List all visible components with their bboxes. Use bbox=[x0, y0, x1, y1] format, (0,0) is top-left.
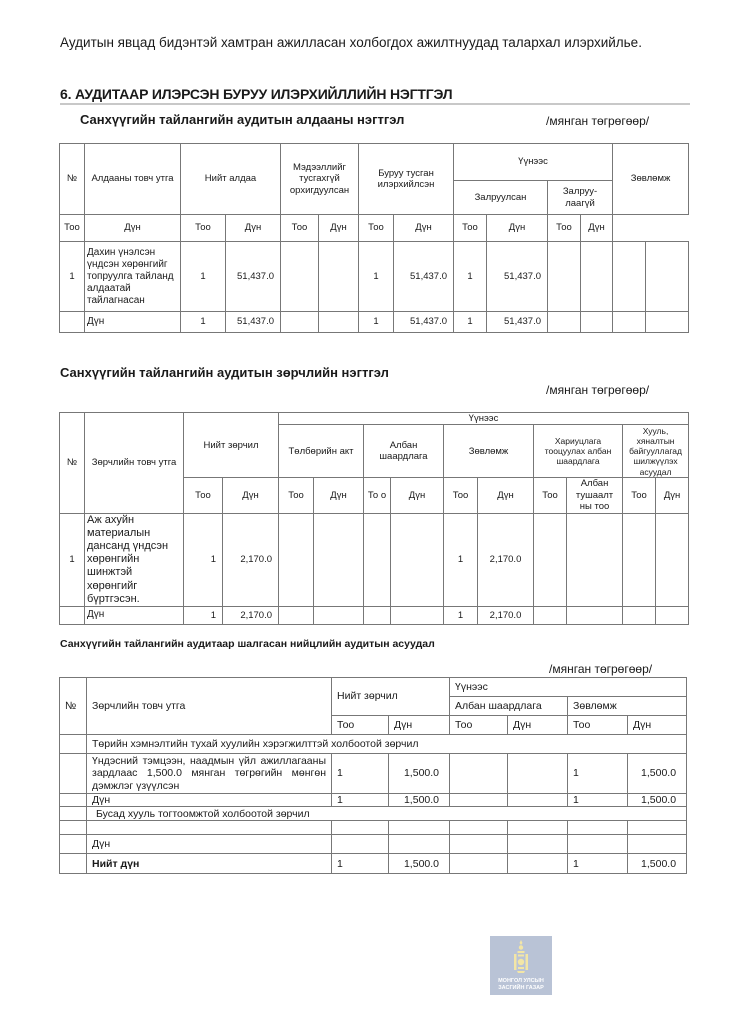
empty-cell bbox=[567, 606, 623, 624]
grand-total-demand-count bbox=[450, 854, 508, 874]
empty-cell bbox=[391, 606, 444, 624]
header-count: Тоо bbox=[450, 716, 508, 735]
header-count: Тоо bbox=[548, 215, 581, 242]
empty-cell bbox=[60, 821, 87, 835]
cell-law-count bbox=[623, 513, 656, 606]
empty-cell bbox=[508, 821, 568, 835]
header-count: Тоо bbox=[332, 716, 389, 735]
subtotal-rec-count: 1 bbox=[568, 794, 628, 807]
cell-rec-amount bbox=[646, 242, 689, 312]
subtotal-count: 1 bbox=[332, 794, 389, 807]
header-recommendation: Зөвлөмж bbox=[568, 697, 687, 716]
error-summary-table bbox=[59, 143, 689, 333]
subtotal-rec-count bbox=[568, 835, 628, 854]
cell-demand-amount bbox=[391, 513, 444, 606]
empty-cell bbox=[60, 807, 87, 821]
subtotal-rec-amount bbox=[628, 835, 687, 854]
header-amount: Дүн bbox=[656, 478, 689, 513]
cell-undisclosed-count bbox=[281, 242, 319, 312]
header-amount: Дүн bbox=[391, 478, 444, 513]
cell-demand-count bbox=[364, 513, 391, 606]
grand-total-amount: 1,500.0 bbox=[389, 854, 450, 874]
header-count: Тоо bbox=[281, 215, 319, 242]
header-amount: Дүн bbox=[487, 215, 548, 242]
header-not-corrected: Залруу-лаагүй bbox=[548, 181, 613, 215]
empty-cell bbox=[656, 606, 689, 624]
cell-rec-count bbox=[613, 242, 646, 312]
grand-total-count: 1 bbox=[332, 854, 389, 874]
total-not-corrected-count bbox=[548, 312, 581, 333]
total-rec-count bbox=[613, 312, 646, 333]
header-count: Тоо bbox=[359, 215, 394, 242]
empty-cell bbox=[279, 606, 314, 624]
header-amount: Дүн bbox=[223, 478, 279, 513]
empty-cell bbox=[568, 821, 628, 835]
header-count: Тоо bbox=[454, 215, 487, 242]
total-not-corrected-amount bbox=[581, 312, 613, 333]
header-desc: Зөрчлийн товч утга bbox=[85, 413, 184, 514]
empty-cell bbox=[332, 821, 389, 835]
header-of-which: Үүнээс bbox=[454, 144, 613, 181]
row-no: 1 bbox=[60, 513, 85, 606]
total-count: 1 bbox=[181, 312, 226, 333]
header-amount: Дүн bbox=[314, 478, 364, 513]
cell-total-count: 1 bbox=[184, 513, 223, 606]
header-count: Тоо bbox=[181, 215, 226, 242]
cell-not-corrected-amount bbox=[581, 242, 613, 312]
header-amount: Дүн bbox=[319, 215, 359, 242]
empty-cell bbox=[314, 606, 364, 624]
header-official-demand: Албан шаардлага bbox=[364, 425, 444, 478]
total-misstated-count: 1 bbox=[359, 312, 394, 333]
government-logo bbox=[490, 936, 552, 995]
header-law-enforcement: Хууль, хяналтын байгууллагад шилжүүлэх асуудал bbox=[623, 425, 689, 478]
total-rec-amount bbox=[646, 312, 689, 333]
total-row bbox=[60, 606, 689, 624]
empty-cell bbox=[450, 821, 508, 835]
cell-total-amount: 2,170.0 bbox=[223, 513, 279, 606]
empty-cell bbox=[60, 835, 87, 854]
cell-demand-amount bbox=[508, 754, 568, 794]
subtotal-label: Дүн bbox=[87, 794, 332, 807]
violation-summary-table bbox=[59, 412, 689, 625]
total-corrected-count: 1 bbox=[454, 312, 487, 333]
table3-unit: /мянган төгрөгөөр/ bbox=[549, 662, 653, 676]
header-count: Тоо bbox=[623, 478, 656, 513]
empty-cell bbox=[623, 606, 656, 624]
empty-cell bbox=[60, 754, 87, 794]
subtotal-demand-count bbox=[450, 835, 508, 854]
total-count: 1 bbox=[184, 606, 223, 624]
cell-corrected-amount: 51,437.0 bbox=[487, 242, 548, 312]
cell-undisclosed-amount bbox=[319, 242, 359, 312]
subtotal-label: Дүн bbox=[87, 835, 332, 854]
header-amount: Дүн bbox=[508, 716, 568, 735]
cell-total-amount: 1,500.0 bbox=[389, 754, 450, 794]
section-divider bbox=[60, 103, 690, 105]
grand-total-rec-count: 1 bbox=[568, 854, 628, 874]
header-amount: Дүн bbox=[628, 716, 687, 735]
subtotal-amount: 1,500.0 bbox=[389, 794, 450, 807]
cell-rec-amount: 1,500.0 bbox=[628, 754, 687, 794]
cell-total-count: 1 bbox=[332, 754, 389, 794]
row-desc: Аж ахуйн материалын дансанд үндсэн хөрөнгийн шинжтэй хөрөнгийг бүртгэсэн. bbox=[85, 513, 184, 606]
header-amount: Дүн bbox=[581, 215, 613, 242]
row-desc: Үндэсний тэмцээн, наадмын үйл ажиллагааны зардлаас 1,500.0 мянган төгрөгийн мөнгөн дэмжлэг үзүүлсэн bbox=[87, 754, 332, 794]
header-recommendation: Зөвлөмж bbox=[444, 425, 534, 478]
cell-law-amount bbox=[656, 513, 689, 606]
cell-misstated-count: 1 bbox=[359, 242, 394, 312]
table2-title: Санхүүгийн тайлангийн аудитын зөрчлийн нэгтгэл bbox=[60, 365, 389, 380]
group-label: Бусад хууль тогтоомжтой холбоотой зөрчил bbox=[87, 807, 687, 821]
header-total-errors: Нийт алдаа bbox=[181, 144, 281, 215]
cell-total-amount: 51,437.0 bbox=[226, 242, 281, 312]
subtotal-demand-count bbox=[450, 794, 508, 807]
cell-liab-count bbox=[534, 513, 567, 606]
grand-total-rec-amount: 1,500.0 bbox=[628, 854, 687, 874]
total-undisclosed-amount bbox=[319, 312, 359, 333]
total-misstated-amount: 51,437.0 bbox=[394, 312, 454, 333]
header-count: Тоо bbox=[184, 478, 223, 513]
grand-total-label: Нийт дүн bbox=[87, 854, 332, 874]
empty-cell bbox=[628, 821, 687, 835]
cell-total-count: 1 bbox=[181, 242, 226, 312]
total-label: Дүн bbox=[85, 606, 184, 624]
total-undisclosed-count bbox=[281, 312, 319, 333]
intro-paragraph: Аудитын явцад бидэнтэй хамтран ажилласан холбогдох ажилтнуудад талархал илэрхийлье. bbox=[60, 35, 642, 50]
total-row bbox=[60, 312, 689, 333]
header-liability-demand: Хариуцлага тооцуулах албан шаардлага bbox=[534, 425, 623, 478]
total-rec-amount: 2,170.0 bbox=[478, 606, 534, 624]
group-label: Төрийн хэмнэлтийн тухай хуулийн хэрэгжилттэй холбоотой зөрчил bbox=[87, 735, 687, 754]
total-corrected-amount: 51,437.0 bbox=[487, 312, 548, 333]
table1-title: Санхүүгийн тайлангийн аудитын алдааны нэгтгэл bbox=[80, 112, 405, 127]
header-amount: Дүн bbox=[394, 215, 454, 242]
cell-rec-amount: 2,170.0 bbox=[478, 513, 534, 606]
row-no: 1 bbox=[60, 242, 85, 312]
total-rec-count: 1 bbox=[444, 606, 478, 624]
empty-cell bbox=[389, 821, 450, 835]
cell-rec-count: 1 bbox=[444, 513, 478, 606]
cell-rec-count: 1 bbox=[568, 754, 628, 794]
header-count: Тоо bbox=[279, 478, 314, 513]
cell-misstated-amount: 51,437.0 bbox=[394, 242, 454, 312]
header-corrected: Залруулсан bbox=[454, 181, 548, 215]
empty-cell bbox=[60, 794, 87, 807]
header-official-demand: Албан шаардлага bbox=[450, 697, 568, 716]
subtotal-demand-amount bbox=[508, 794, 568, 807]
header-no: № bbox=[60, 144, 85, 215]
compliance-audit-table bbox=[59, 677, 687, 874]
logo-text-line1: МОНГОЛ УЛСЫН bbox=[498, 978, 544, 984]
row-desc: Дахин үнэлсэн үндсэн хөрөнгийг топруулга тайланд алдаатай тайлагнасан bbox=[85, 242, 181, 312]
header-desc: Зөрчлийн товч утга bbox=[87, 678, 332, 735]
cell-not-corrected-count bbox=[548, 242, 581, 312]
subtotal-row bbox=[60, 794, 687, 807]
section-title: 6. АУДИТААР ИЛЭРСЭН БУРУУ ИЛЭРХИЙЛЛИЙН НЭГТГЭЛ bbox=[60, 86, 453, 102]
empty-cell bbox=[87, 821, 332, 835]
subtotal-row bbox=[60, 835, 687, 854]
empty-cell bbox=[534, 606, 567, 624]
header-official-orders: Албан тушаалт ны тоо bbox=[567, 478, 623, 513]
total-amount: 2,170.0 bbox=[223, 606, 279, 624]
cell-act-amount bbox=[314, 513, 364, 606]
empty-cell bbox=[60, 312, 85, 333]
header-total-violations: Нийт зөрчил bbox=[332, 678, 450, 716]
grand-total-demand-amount bbox=[508, 854, 568, 874]
header-count: Тоо bbox=[568, 716, 628, 735]
header-undisclosed: Мэдээллийг тусгахгүй орхигдуулсан bbox=[281, 144, 359, 215]
subtotal-rec-amount: 1,500.0 bbox=[628, 794, 687, 807]
empty-cell bbox=[364, 606, 391, 624]
group-row bbox=[60, 807, 687, 821]
header-count: Тоо bbox=[444, 478, 478, 513]
table-row bbox=[60, 821, 687, 835]
header-no: № bbox=[60, 678, 87, 735]
subtotal-count bbox=[332, 835, 389, 854]
total-label: Дүн bbox=[85, 312, 181, 333]
header-amount: Дүн bbox=[85, 215, 181, 242]
empty-cell bbox=[60, 735, 87, 754]
subtotal-demand-amount bbox=[508, 835, 568, 854]
group-row bbox=[60, 735, 687, 754]
header-misstated: Буруу тусган илэрхийлсэн bbox=[359, 144, 454, 215]
header-recommendation: Зөвлөмж bbox=[613, 144, 689, 215]
header-count: То о bbox=[364, 478, 391, 513]
header-amount: Дүн bbox=[226, 215, 281, 242]
cell-corrected-count: 1 bbox=[454, 242, 487, 312]
header-of-which: Үүнээс bbox=[279, 413, 689, 425]
cell-liab-officials bbox=[567, 513, 623, 606]
cell-demand-count bbox=[450, 754, 508, 794]
total-amount: 51,437.0 bbox=[226, 312, 281, 333]
header-of-which: Үүнээс bbox=[450, 678, 687, 697]
empty-cell bbox=[60, 854, 87, 874]
header-total-violations: Нийт зөрчил bbox=[184, 413, 279, 478]
header-count: Тоо bbox=[60, 215, 85, 242]
table1-unit: /мянган төгрөгөөр/ bbox=[546, 114, 650, 128]
header-payment-act: Төлбөрийн акт bbox=[279, 425, 364, 478]
header-desc: Алдааны товч утга bbox=[85, 144, 181, 215]
table-row bbox=[60, 754, 687, 794]
header-amount: Дүн bbox=[389, 716, 450, 735]
grand-total-row bbox=[60, 854, 687, 874]
table3-title: Санхүүгийн тайлангийн аудитаар шалгасан нийцлийн аудитын асуудал bbox=[60, 638, 435, 650]
soyombo-emblem-icon bbox=[490, 938, 552, 978]
table2-unit: /мянган төгрөгөөр/ bbox=[546, 383, 650, 397]
header-amount: Дүн bbox=[478, 478, 534, 513]
table-row bbox=[60, 242, 689, 312]
empty-cell bbox=[60, 606, 85, 624]
logo-text-line2: ЗАСГИЙН ГАЗАР bbox=[498, 985, 544, 991]
cell-act-count bbox=[279, 513, 314, 606]
header-count: Тоо bbox=[534, 478, 567, 513]
subtotal-amount bbox=[389, 835, 450, 854]
table-row bbox=[60, 513, 689, 606]
header-no: № bbox=[60, 413, 85, 514]
